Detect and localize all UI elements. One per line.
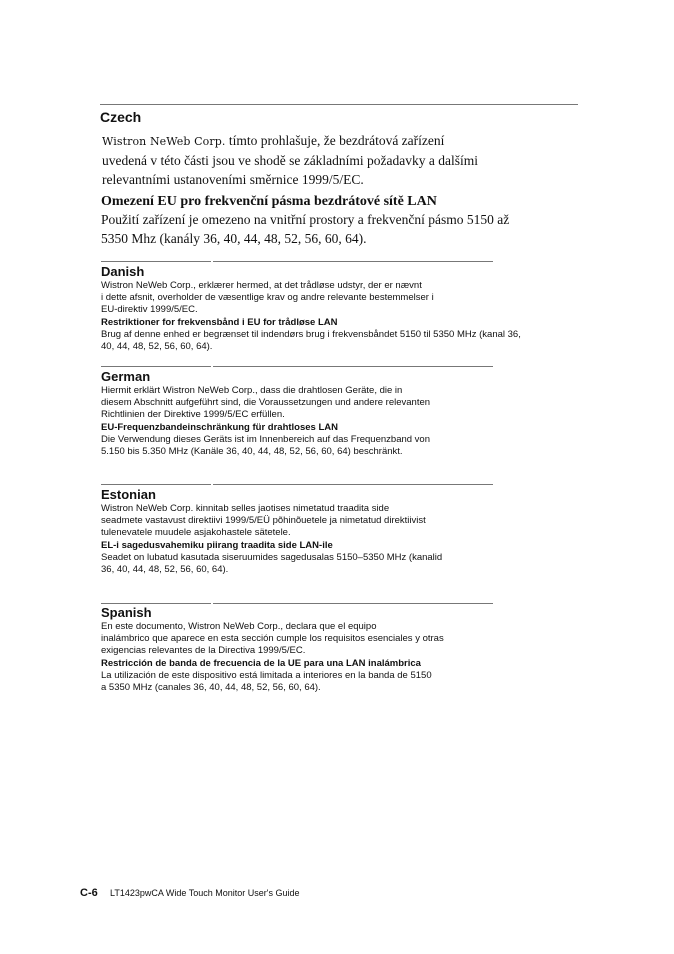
- section-divider: [213, 261, 493, 262]
- danish-body: Wistron NeWeb Corp., erklærer hermed, at det trådløse udstyr, der er nævnt i dette afsnit, overholder de væsentlige krav og andre relevante bestemmelser i EU-direktiv 1999/5/EC. Restriktioner for frekvensbånd i EU for trådløse LAN Brug af denne enhed er begrænset til indendørs brug i frekvensbåndet 5150 til 5350 MHz (kanal 36, 40, 44, 48, 52, 56, 60, 64).: [101, 280, 521, 353]
- danish-restriction-title: Restriktioner for frekvensbånd i EU for trådløse LAN: [101, 316, 338, 328]
- section-divider: [213, 603, 493, 604]
- czech-body: [102, 131, 478, 189]
- spanish-restriction-title: Restricción de banda de frecuencia de la UE para una LAN inalámbrica: [101, 657, 421, 669]
- german-body: Hiermit erklärt Wistron NeWeb Corp., dass die drahtlosen Geräte, die in diesem Abschnitt aufgeführt sind, die Voraussetzungen und andere relevanten Richtlinien der Direktive 1999/5/EC erfüllen. EU-Frequenzbandeinschränkung für drahtloses LAN Die Verwendung dieses Geräts ist im Innenbereich auf das Frequenzband von 5.150 bis 5.350 MHz (Kanäle 36, 40, 44, 48, 52, 56, 60, 64) beschränkt.: [101, 385, 431, 458]
- section-divider: [101, 484, 211, 485]
- section-heading-danish: Danish: [101, 264, 145, 279]
- czech-body-line: uvedená v této části jsou ve shodě se základními požadavky a dalšími: [102, 153, 479, 168]
- company-name: Wistron NeWeb Corp.: [102, 135, 226, 148]
- czech-restriction-line: Použití zařízení je omezeno na vnitřní prostory a frekvenční pásmo 5150 až: [101, 212, 510, 227]
- page-number: C-6: [80, 887, 98, 899]
- czech-restriction-line: 5350 Mhz (kanály 36, 40, 44, 48, 52, 56, 60, 64).: [101, 231, 367, 246]
- section-heading-spanish: Spanish: [101, 605, 152, 620]
- section-divider: [213, 484, 493, 485]
- czech-restriction-body: [101, 210, 509, 248]
- section-divider: [213, 366, 493, 367]
- section-heading-czech: Czech: [100, 109, 142, 125]
- czech-body-line: Wistron NeWeb Corp. tímto prohlašuje, že bezdrátová zařízení: [102, 133, 445, 148]
- german-restriction-title: EU-Frequenzbandeinschränkung für drahtloses LAN: [101, 421, 338, 433]
- section-divider: [101, 366, 211, 367]
- section-heading-estonian: Estonian: [101, 487, 156, 502]
- estonian-restriction-title: EL-i sagedusvahemiku piirang traadita side LAN-ile: [101, 539, 333, 551]
- czech-body-line: relevantními ustanoveními směrnice 1999/5/EC.: [102, 172, 364, 187]
- document-title: LT1423pwCA Wide Touch Monitor User's Guide: [110, 888, 300, 898]
- section-divider: [100, 104, 578, 105]
- section-divider: [101, 603, 211, 604]
- section-heading-german: German: [101, 369, 151, 384]
- spanish-body: En este documento, Wistron NeWeb Corp., declara que el equipo inalámbrico que aparece en esta sección cumple los requisitos esenciales y otras exigencias relevantes de la Directiva 1999/5/EC. Restricción de banda de frecuencia de la UE para una LAN inalámbrica La utilización de este dispositivo está limitada a interiores en la banda de 5150 a 5350 MHz (canales 36, 40, 44, 48, 52, 56, 60, 64).: [101, 621, 444, 694]
- czech-restriction-title: Omezení EU pro frekvenční pásma bezdrátové sítě LAN: [101, 194, 437, 209]
- estonian-body: Wistron NeWeb Corp. kinnitab selles jaotises nimetatud traadita side seadmete vastavust direktiivi 1999/5/EÜ põhinõuetele ja nimetatud direktiivist tulenevatele muudele asjakohastele sätetele. EL-i sagedusvahemiku piirang traadita side LAN-ile Seadet on lubatud kasutada siseruumides sagedusalas 5150–5350 MHz (kanalid 36, 40, 44, 48, 52, 56, 60, 64).: [101, 503, 443, 576]
- section-divider: [101, 261, 211, 262]
